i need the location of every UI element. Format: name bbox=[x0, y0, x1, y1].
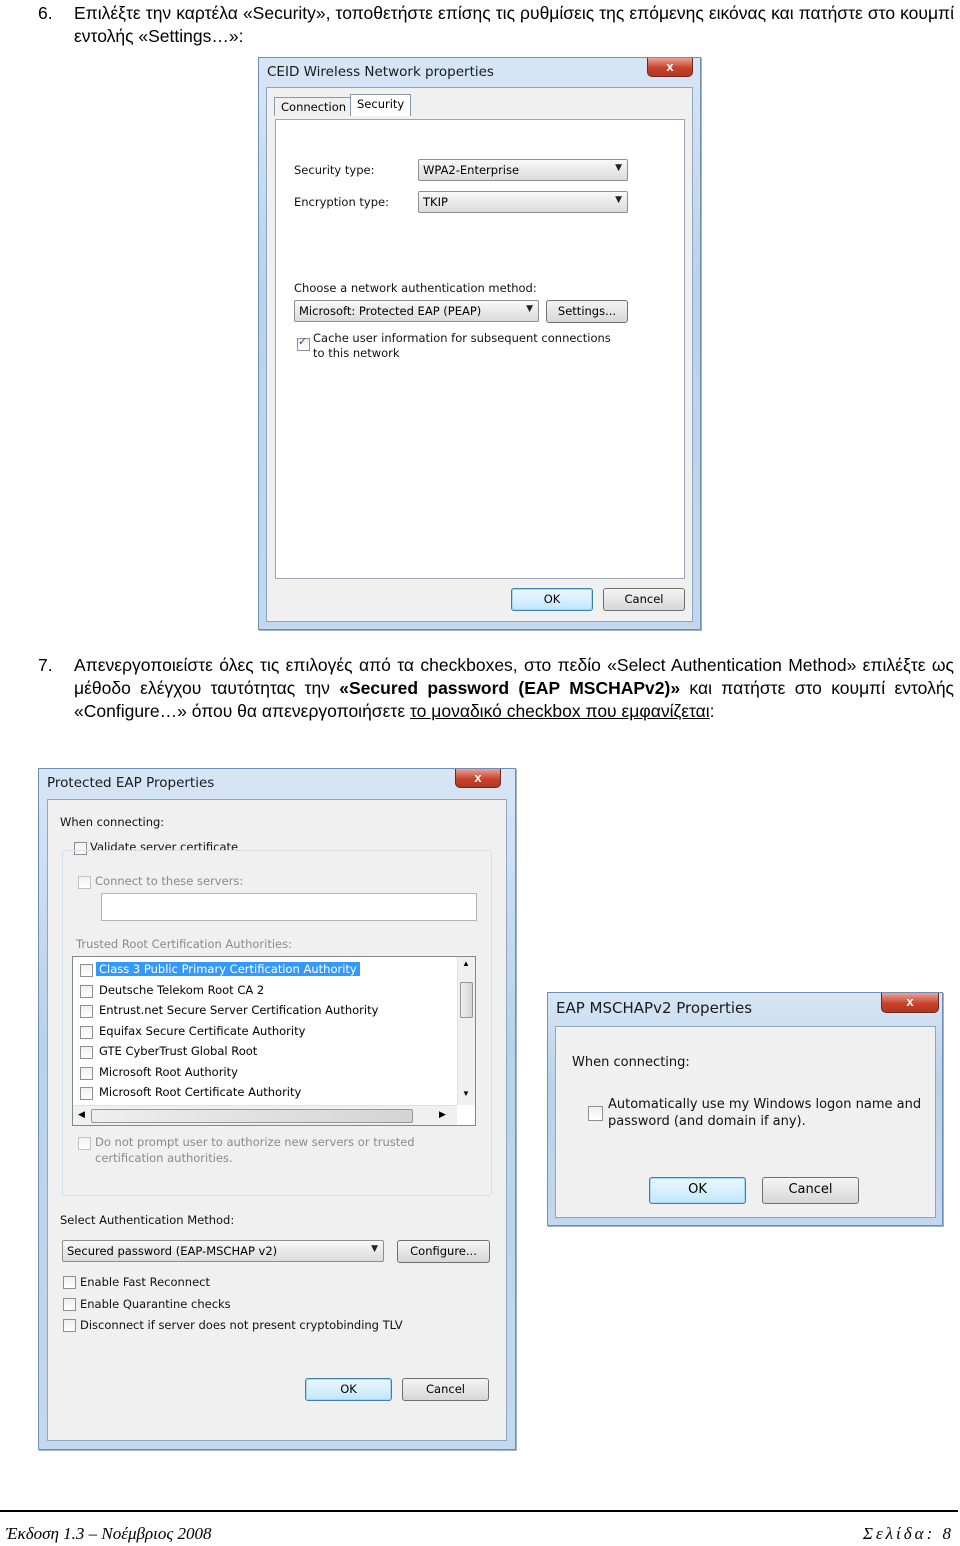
quarantine-checkbox[interactable] bbox=[63, 1298, 76, 1311]
ok-button[interactable]: OK bbox=[649, 1177, 746, 1204]
disconnect-tlv-checkbox[interactable] bbox=[63, 1319, 76, 1332]
list-item[interactable]: Entrust.net Secure Server Certification Authority bbox=[77, 1002, 457, 1020]
tab-security[interactable]: Security bbox=[350, 94, 411, 116]
chevron-down-icon: ▼ bbox=[615, 163, 622, 173]
quarantine-label: Enable Quarantine checks bbox=[80, 1297, 231, 1311]
auto-logon-checkbox[interactable] bbox=[588, 1106, 603, 1121]
close-icon: x bbox=[906, 994, 914, 1009]
close-button[interactable] bbox=[881, 993, 939, 1013]
step-number: 6. bbox=[38, 3, 53, 23]
scroll-right-icon: ▶ bbox=[439, 1109, 446, 1119]
validate-cert-label: Validate server certificate bbox=[90, 840, 239, 854]
chevron-down-icon: ▼ bbox=[615, 195, 622, 205]
cache-label-line2: to this network bbox=[313, 346, 400, 360]
close-icon: x bbox=[474, 770, 482, 785]
list-item[interactable]: Microsoft Root Certificate Authority bbox=[77, 1084, 457, 1102]
fast-reconnect-checkbox[interactable] bbox=[63, 1276, 76, 1289]
footer-version: Έκδοση 1.3 – Νοέμβριος 2008 bbox=[6, 1524, 212, 1543]
auth-method-label: Choose a network authentication method: bbox=[294, 281, 537, 295]
encryption-type-label: Encryption type: bbox=[294, 195, 389, 209]
footer-page-number: Σελίδα: 8 bbox=[862, 1524, 954, 1543]
scroll-down-icon: ▼ bbox=[462, 1089, 470, 1098]
scroll-left-icon: ◀ bbox=[78, 1109, 85, 1119]
tab-connection[interactable]: Connection bbox=[274, 97, 353, 116]
connect-servers-label: Connect to these servers: bbox=[95, 874, 244, 888]
security-type-select[interactable]: WPA2-Enterprise ▼ bbox=[418, 159, 628, 181]
close-button[interactable] bbox=[455, 769, 501, 788]
fast-reconnect-label: Enable Fast Reconnect bbox=[80, 1275, 210, 1289]
footer-divider bbox=[0, 1510, 958, 1512]
dialog-title: Protected EAP Properties bbox=[47, 775, 215, 791]
no-prompt-checkbox[interactable] bbox=[78, 1137, 91, 1150]
select-method-label: Select Authentication Method: bbox=[60, 1213, 235, 1227]
dialog-title: EAP MSCHAPv2 Properties bbox=[556, 999, 753, 1017]
cancel-button[interactable]: Cancel bbox=[762, 1177, 859, 1204]
settings-button[interactable]: Settings... bbox=[546, 300, 628, 323]
step-6-text: Επιλέξτε την καρτέλα «Security», τοποθετήστε επίσης τις ρυθμίσεις της επόμενης εικόνας και πατήστε στο κουμπί εντολής «Settings…»: bbox=[74, 3, 954, 46]
list-item[interactable]: Class 3 Public Primary Certification Authority bbox=[77, 961, 457, 979]
security-type-label: Security type: bbox=[294, 163, 375, 177]
eap-mschapv2-dialog bbox=[547, 992, 943, 1226]
protected-eap-dialog bbox=[38, 768, 516, 1450]
chevron-down-icon: ▼ bbox=[526, 304, 533, 314]
cancel-button[interactable]: Cancel bbox=[603, 588, 685, 611]
trusted-roots-label: Trusted Root Certification Authorities: bbox=[76, 937, 292, 951]
close-button[interactable] bbox=[647, 58, 693, 77]
scroll-thumb[interactable] bbox=[460, 982, 473, 1018]
list-item[interactable]: Deutsche Telekom Root CA 2 bbox=[77, 982, 457, 1000]
close-icon: x bbox=[666, 59, 674, 74]
list-item[interactable]: Equifax Secure Certificate Authority bbox=[77, 1023, 457, 1041]
horizontal-scrollbar[interactable] bbox=[73, 1105, 457, 1125]
disconnect-tlv-label: Disconnect if server does not present cryptobinding TLV bbox=[80, 1318, 403, 1332]
list-item[interactable]: GTE CyberTrust Global Root bbox=[77, 1043, 457, 1061]
scroll-thumb[interactable] bbox=[91, 1109, 413, 1123]
ok-button[interactable]: OK bbox=[511, 588, 593, 611]
no-prompt-label-line2: certification authorities. bbox=[95, 1151, 233, 1165]
cache-label-line1: Cache user information for subsequent connections bbox=[313, 331, 611, 345]
dialog-client bbox=[266, 87, 693, 622]
configure-button[interactable]: Configure... bbox=[397, 1240, 490, 1263]
ok-button[interactable]: OK bbox=[305, 1378, 392, 1401]
auto-logon-label-line1: Automatically use my Windows logon name and bbox=[608, 1097, 922, 1112]
dialog-client bbox=[47, 799, 507, 1441]
trusted-root-list[interactable] bbox=[72, 956, 476, 1126]
step-number: 7. bbox=[38, 655, 53, 675]
connect-servers-checkbox[interactable] bbox=[78, 876, 91, 889]
chevron-down-icon: ▼ bbox=[371, 1244, 378, 1254]
scroll-up-icon: ▲ bbox=[462, 959, 470, 968]
cache-user-info-checkbox[interactable] bbox=[297, 338, 310, 351]
step-7-text: Απενεργοποιείστε όλες τις επιλογές από τα checkboxes, στο πεδίο «Select Authentication Method» επιλέξτε ως μέθοδο ελέγχου ταυτότητας την «Secured password (EAP MSCHAPv2)» και πατήστε στο κουμπί εντολής «Configure…» όπου θα απενεργοποιήσετε το μοναδικό checkbox που εμφανίζεται: bbox=[74, 655, 954, 721]
no-prompt-label-line1: Do not prompt user to authorize new servers or trusted bbox=[95, 1135, 415, 1149]
auto-logon-label-line2: password (and domain if any). bbox=[608, 1114, 806, 1129]
when-connecting-label: When connecting: bbox=[60, 815, 165, 829]
auth-method-select[interactable]: Microsoft: Protected EAP (PEAP) ▼ bbox=[294, 300, 539, 322]
vertical-scrollbar[interactable] bbox=[457, 957, 475, 1105]
servers-field[interactable] bbox=[101, 893, 477, 921]
auth-method-select[interactable]: Secured password (EAP-MSCHAP v2) ▼ bbox=[62, 1240, 384, 1262]
dialog-title: CEID Wireless Network properties bbox=[267, 64, 494, 80]
security-tab-panel bbox=[275, 119, 685, 579]
dialog-client bbox=[555, 1026, 936, 1218]
encryption-type-select[interactable]: TKIP ▼ bbox=[418, 191, 628, 213]
wireless-properties-dialog bbox=[258, 57, 701, 630]
list-item[interactable]: Microsoft Root Authority bbox=[77, 1064, 457, 1082]
cancel-button[interactable]: Cancel bbox=[402, 1378, 489, 1401]
when-connecting-label: When connecting: bbox=[572, 1055, 690, 1070]
